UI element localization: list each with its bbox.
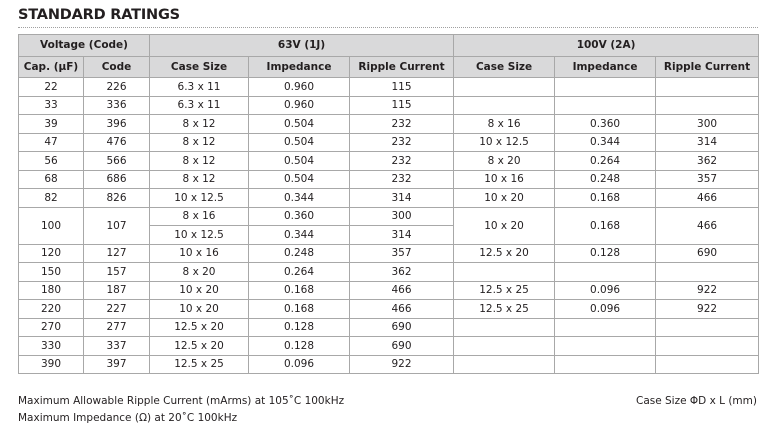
code-cell: 396 — [84, 115, 150, 134]
case-size-63v-cell: 8 x 12 — [150, 170, 249, 189]
ripple-63v-cell: 115 — [350, 96, 454, 115]
case-size-63v-cell: 10 x 12.5 — [150, 189, 249, 208]
col-header-ripple-63v: Ripple Current — [350, 56, 454, 78]
case-size-63v-cell: 8 x 16 — [150, 207, 249, 226]
code-cell: 397 — [84, 355, 150, 374]
case-size-100v-cell — [454, 96, 555, 115]
ripple-63v-cell: 922 — [350, 355, 454, 374]
case-size-100v-cell — [454, 318, 555, 337]
table-row — [19, 152, 759, 171]
cap-cell: 22 — [19, 78, 84, 97]
col-header-impedance-63v: Impedance — [249, 56, 350, 78]
ripple-current-note: Maximum Allowable Ripple Current (mArms) at 105˚C 100kHz — [18, 395, 345, 407]
impedance-63v-cell: 0.096 — [249, 355, 350, 374]
cap-cell: 390 — [19, 355, 84, 374]
ripple-100v-cell — [656, 78, 759, 97]
code-cell: 226 — [84, 78, 150, 97]
header-group-row — [19, 35, 759, 57]
ripple-63v-cell: 232 — [350, 133, 454, 152]
cap-cell: 180 — [19, 281, 84, 300]
table-row — [19, 207, 759, 226]
ripple-63v-cell: 232 — [350, 170, 454, 189]
col-header-case-size-100v: Case Size — [454, 56, 555, 78]
ripple-63v-cell: 115 — [350, 78, 454, 97]
title-divider — [18, 27, 758, 28]
ripple-100v-cell: 922 — [656, 300, 759, 319]
code-cell: 277 — [84, 318, 150, 337]
case-size-100v-cell: 10 x 16 — [454, 170, 555, 189]
case-size-63v-cell: 8 x 12 — [150, 115, 249, 134]
table-row — [19, 115, 759, 134]
ripple-63v-cell: 357 — [350, 244, 454, 263]
ripple-100v-cell: 357 — [656, 170, 759, 189]
impedance-63v-cell: 0.168 — [249, 300, 350, 319]
impedance-100v-cell: 0.168 — [555, 207, 656, 244]
ripple-63v-cell: 690 — [350, 337, 454, 356]
header-voltage-code: Voltage (Code) — [19, 35, 150, 57]
header-100v: 100V (2A) — [454, 35, 759, 57]
code-cell: 187 — [84, 281, 150, 300]
cap-cell: 220 — [19, 300, 84, 319]
case-size-100v-cell: 10 x 20 — [454, 207, 555, 244]
table-row — [19, 170, 759, 189]
table-row — [19, 300, 759, 319]
impedance-100v-cell: 0.360 — [555, 115, 656, 134]
ripple-100v-cell — [656, 355, 759, 374]
impedance-100v-cell — [555, 263, 656, 282]
table-row — [19, 263, 759, 282]
ripple-100v-cell — [656, 318, 759, 337]
table-row — [19, 133, 759, 152]
ratings-table — [18, 34, 759, 374]
code-cell: 826 — [84, 189, 150, 208]
case-size-100v-cell: 12.5 x 20 — [454, 244, 555, 263]
table-row — [19, 78, 759, 97]
table-row — [19, 189, 759, 208]
col-header-ripple-100v: Ripple Current — [656, 56, 759, 78]
impedance-63v-cell: 0.504 — [249, 133, 350, 152]
ripple-100v-cell: 314 — [656, 133, 759, 152]
cap-cell: 33 — [19, 96, 84, 115]
case-size-100v-cell: 12.5 x 25 — [454, 281, 555, 300]
table-row — [19, 96, 759, 115]
impedance-63v-cell: 0.504 — [249, 170, 350, 189]
code-cell: 337 — [84, 337, 150, 356]
case-size-100v-cell — [454, 337, 555, 356]
code-cell: 336 — [84, 96, 150, 115]
code-cell: 686 — [84, 170, 150, 189]
case-size-note: Case Size ΦD x L (mm) — [635, 395, 757, 407]
impedance-63v-cell: 0.248 — [249, 244, 350, 263]
header-63v: 63V (1J) — [150, 35, 454, 57]
impedance-63v-cell: 0.960 — [249, 96, 350, 115]
impedance-63v-cell: 0.168 — [249, 281, 350, 300]
case-size-100v-cell — [454, 355, 555, 374]
case-size-63v-cell: 8 x 12 — [150, 133, 249, 152]
cap-cell: 330 — [19, 337, 84, 356]
ripple-63v-cell: 466 — [350, 300, 454, 319]
ripple-100v-cell: 466 — [656, 207, 759, 244]
case-size-100v-cell: 8 x 20 — [454, 152, 555, 171]
case-size-63v-cell: 10 x 20 — [150, 281, 249, 300]
table-row — [19, 318, 759, 337]
case-size-63v-cell: 8 x 12 — [150, 152, 249, 171]
code-cell: 127 — [84, 244, 150, 263]
table-row — [19, 355, 759, 374]
impedance-100v-cell: 0.344 — [555, 133, 656, 152]
case-size-100v-cell: 8 x 16 — [454, 115, 555, 134]
table-body — [19, 78, 759, 374]
cap-cell: 56 — [19, 152, 84, 171]
ripple-63v-cell: 314 — [350, 189, 454, 208]
ripple-63v-cell: 690 — [350, 318, 454, 337]
impedance-63v-cell: 0.344 — [249, 226, 350, 245]
case-size-100v-cell: 10 x 20 — [454, 189, 555, 208]
ripple-63v-cell: 300 — [350, 207, 454, 226]
case-size-100v-cell — [454, 263, 555, 282]
cap-cell: 39 — [19, 115, 84, 134]
table-row — [19, 281, 759, 300]
case-size-63v-cell: 12.5 x 20 — [150, 318, 249, 337]
ripple-100v-cell — [656, 96, 759, 115]
ripple-100v-cell: 466 — [656, 189, 759, 208]
case-size-100v-cell: 12.5 x 25 — [454, 300, 555, 319]
case-size-63v-cell: 6.3 x 11 — [150, 78, 249, 97]
impedance-63v-cell: 0.128 — [249, 318, 350, 337]
impedance-63v-cell: 0.504 — [249, 152, 350, 171]
impedance-100v-cell: 0.128 — [555, 244, 656, 263]
col-header-impedance-100v: Impedance — [555, 56, 656, 78]
impedance-63v-cell: 0.344 — [249, 189, 350, 208]
table-row — [19, 337, 759, 356]
ripple-100v-cell: 690 — [656, 244, 759, 263]
impedance-63v-cell: 0.360 — [249, 207, 350, 226]
ripple-100v-cell — [656, 263, 759, 282]
case-size-63v-cell: 10 x 12.5 — [150, 226, 249, 245]
ripple-63v-cell: 466 — [350, 281, 454, 300]
case-size-63v-cell: 10 x 20 — [150, 300, 249, 319]
impedance-100v-cell: 0.096 — [555, 300, 656, 319]
cap-cell: 120 — [19, 244, 84, 263]
ripple-100v-cell: 922 — [656, 281, 759, 300]
cap-cell: 82 — [19, 189, 84, 208]
col-header-code: Code — [84, 56, 150, 78]
col-header-cap: Cap. (µF) — [19, 56, 84, 78]
ripple-63v-cell: 232 — [350, 115, 454, 134]
impedance-100v-cell — [555, 337, 656, 356]
ripple-100v-cell — [656, 337, 759, 356]
impedance-100v-cell: 0.248 — [555, 170, 656, 189]
impedance-100v-cell: 0.168 — [555, 189, 656, 208]
code-cell: 157 — [84, 263, 150, 282]
impedance-note: Maximum Impedance (Ω) at 20˚C 100kHz — [18, 412, 238, 424]
case-size-100v-cell: 10 x 12.5 — [454, 133, 555, 152]
cap-cell: 68 — [19, 170, 84, 189]
table-row — [19, 244, 759, 263]
cap-cell: 270 — [19, 318, 84, 337]
code-cell: 107 — [84, 207, 150, 244]
case-size-63v-cell: 12.5 x 20 — [150, 337, 249, 356]
page-title: STANDARD RATINGS — [18, 7, 180, 23]
code-cell: 476 — [84, 133, 150, 152]
case-size-63v-cell: 6.3 x 11 — [150, 96, 249, 115]
impedance-63v-cell: 0.128 — [249, 337, 350, 356]
impedance-100v-cell: 0.264 — [555, 152, 656, 171]
cap-cell: 100 — [19, 207, 84, 244]
impedance-100v-cell — [555, 318, 656, 337]
ripple-63v-cell: 314 — [350, 226, 454, 245]
ripple-100v-cell: 300 — [656, 115, 759, 134]
cap-cell: 47 — [19, 133, 84, 152]
col-header-case-size-63v: Case Size — [150, 56, 249, 78]
case-size-100v-cell — [454, 78, 555, 97]
impedance-100v-cell — [555, 96, 656, 115]
cap-cell: 150 — [19, 263, 84, 282]
case-size-63v-cell: 10 x 16 — [150, 244, 249, 263]
impedance-100v-cell — [555, 355, 656, 374]
ripple-100v-cell: 362 — [656, 152, 759, 171]
impedance-63v-cell: 0.264 — [249, 263, 350, 282]
impedance-63v-cell: 0.960 — [249, 78, 350, 97]
ripple-63v-cell: 362 — [350, 263, 454, 282]
impedance-100v-cell — [555, 78, 656, 97]
header-column-row — [19, 56, 759, 78]
case-size-63v-cell: 12.5 x 25 — [150, 355, 249, 374]
impedance-63v-cell: 0.504 — [249, 115, 350, 134]
case-size-63v-cell: 8 x 20 — [150, 263, 249, 282]
code-cell: 566 — [84, 152, 150, 171]
code-cell: 227 — [84, 300, 150, 319]
ripple-63v-cell: 232 — [350, 152, 454, 171]
impedance-100v-cell: 0.096 — [555, 281, 656, 300]
